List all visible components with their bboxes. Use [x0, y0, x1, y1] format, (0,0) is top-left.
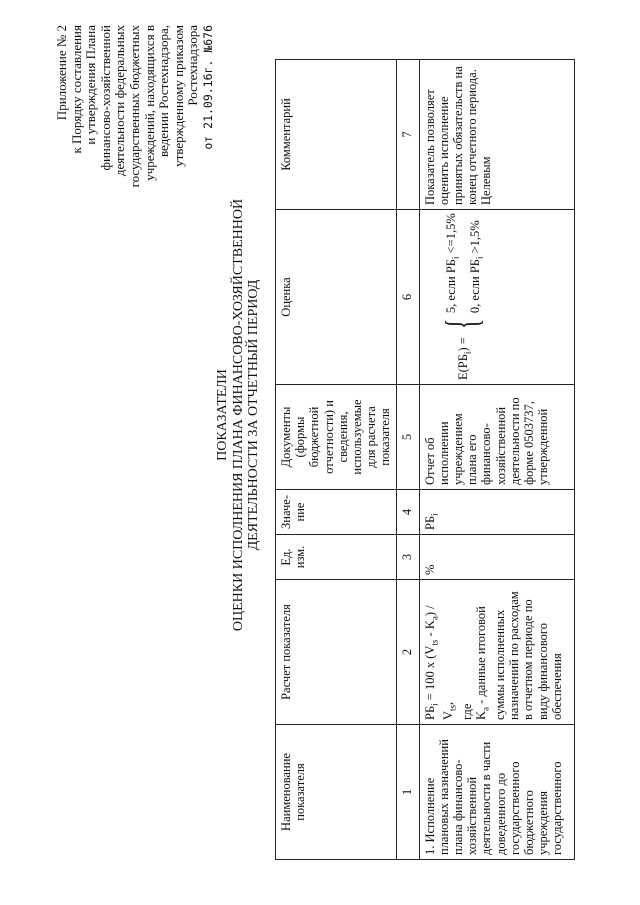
table-header-row [276, 60, 397, 860]
comment-text: Показатель позволяет оценить исполнение принятых обязательств на конец отчетного периода. Целевым [422, 66, 494, 205]
appendix-line: деятельности федеральных [112, 25, 128, 177]
unit-text: % [422, 564, 437, 575]
value-sub: i [429, 513, 440, 516]
appendix-line: к Порядку составления [68, 25, 84, 154]
eval-part: 0, если РБ [468, 259, 483, 314]
cell-value [419, 490, 574, 535]
cell-indicator-name [419, 725, 574, 860]
title-line-3: ДЕЯТЕЛЬНОСТИ ЗА ОТЧЕТНЫЙ ПЕРИОД [246, 279, 261, 551]
formula-part: РБ [422, 705, 437, 720]
appendix-line: Ростехнадзора [185, 25, 201, 106]
appendix-line: учреждений, находящихся в [141, 25, 157, 181]
brace-symbol: { [436, 319, 488, 330]
formula-sub: a [480, 706, 491, 711]
value-text: РБ [422, 515, 437, 530]
formula-sub: i [429, 703, 440, 706]
cell-calculation [419, 580, 574, 725]
eval-part: E(РБ [455, 354, 470, 380]
header-unit: Ед. изм. [276, 535, 397, 580]
appendix-note [55, 25, 216, 215]
document-title [215, 195, 262, 635]
header-docs: Документы (формы бюджетной отчетности) и сведения, используемые для расчета показателя [276, 385, 397, 490]
col-number: 4 [396, 490, 419, 535]
header-calc: Расчет показателя [276, 580, 397, 725]
header-comment: Комментарий [276, 60, 397, 210]
col-number: 7 [396, 60, 419, 210]
eval-sub: i [474, 256, 485, 260]
evaluation-case-2 [465, 213, 490, 313]
col-number: 2 [396, 580, 419, 725]
eval-part: 5, если РБ [443, 259, 458, 314]
appendix-line: финансово-хозяйственной [97, 25, 113, 171]
col-number: 1 [396, 725, 419, 860]
appendix-date-number: от 21.09.16г. №676 [200, 25, 215, 150]
formula-sub: a [429, 616, 440, 621]
title-line-2: ОЦЕНКИ ИСПОЛНЕНИЯ ПЛАНА ФИНАНСОВО-ХОЗЯЙСТВЕННОЙ [230, 198, 246, 632]
eval-sub: i [462, 351, 473, 355]
eval-part: >1,5% [468, 220, 483, 257]
indicators-table [275, 59, 575, 860]
appendix-line: Приложение № 2 [54, 25, 69, 121]
calculation-text [423, 584, 569, 720]
header-value: Значе- ние [276, 490, 397, 535]
header-name: Наименование показателя [276, 725, 397, 860]
formula-where: где [460, 703, 475, 720]
documents-text: Отчет об исполнении учреждением плана его финансово-хозяйственной деятельности по форме 0503737, утвержденной [422, 397, 551, 485]
cell-documents [419, 385, 574, 490]
appendix-line: и утверждения Плана [83, 25, 99, 145]
eval-sub: i [450, 256, 461, 260]
formula-sub: ts [429, 639, 440, 646]
table-row [419, 60, 574, 860]
formula-part: = 100 x (V [422, 645, 437, 704]
evaluation-lhs [456, 337, 475, 380]
cell-unit [419, 535, 574, 580]
formula-description: - данные итоговой суммы исполненных назначений по расходам в отчетном периоде по виду финансового обеспечения [474, 591, 564, 720]
cell-comment [419, 60, 574, 210]
table-number-row [396, 60, 419, 860]
appendix-line: утвержденному приказом [170, 25, 186, 167]
cell-evaluation [419, 210, 574, 385]
eval-part: ) = [455, 337, 470, 352]
eval-part: <=1,5% [443, 213, 458, 257]
appendix-line: государственных бюджетных [126, 25, 142, 188]
formula-part: , [441, 701, 456, 705]
col-number: 3 [396, 535, 419, 580]
header-eval: Оценка [276, 210, 397, 385]
formula-part: - K [422, 620, 437, 640]
evaluation-formula [423, 214, 490, 380]
title-line-1: ПОКАЗАТЕЛИ [215, 369, 230, 461]
formula-part: ) / [422, 605, 437, 617]
evaluation-case-1 [441, 213, 466, 313]
appendix-line: ведении Ростехнадзора, [156, 25, 172, 158]
col-number: 6 [396, 210, 419, 385]
formula-part: V [441, 710, 456, 720]
formula-sub: ts [447, 704, 458, 711]
formula-part: K [474, 710, 489, 720]
col-number: 5 [396, 385, 419, 490]
evaluation-cases [441, 213, 490, 313]
indicator-name-text: 1. Исполнение плановых назначений плана финансово-хозяйственной деятельности в части доведенного до государственного бюджетного учреждения государственного [422, 739, 565, 855]
